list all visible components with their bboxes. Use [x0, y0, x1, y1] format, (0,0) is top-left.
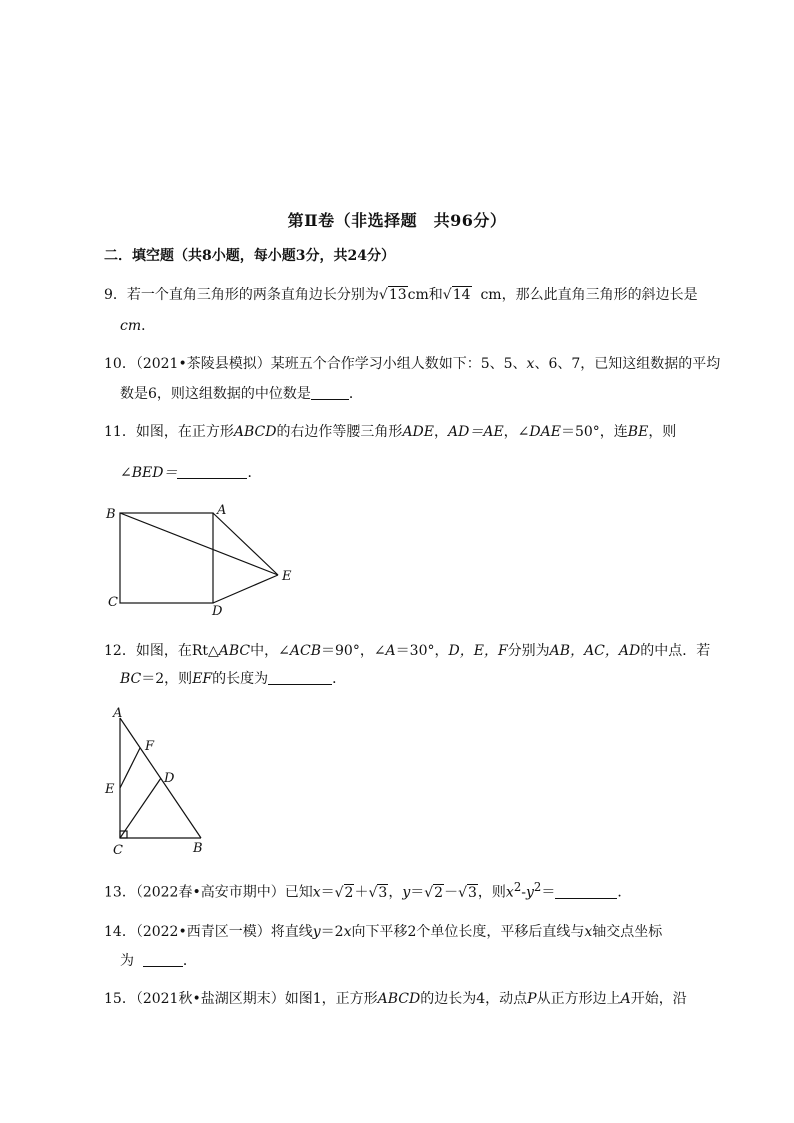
- question-text: 分别为: [507, 643, 550, 659]
- answer-blank: [311, 385, 349, 400]
- question-text: 某班五个合作学习小组人数如下：5、5、: [270, 356, 527, 372]
- question-text: 中，∠: [250, 643, 290, 659]
- var-p: P: [527, 991, 537, 1007]
- segment-be: [120, 513, 278, 575]
- section-title: 第Ⅱ卷（非选择题 共96分）: [287, 211, 507, 230]
- label-b: B: [106, 507, 116, 522]
- question-text: 将直线: [270, 924, 313, 940]
- sqrt-3: √3: [458, 884, 477, 901]
- var-a: A: [620, 991, 631, 1007]
- question-number: 9．: [104, 287, 127, 303]
- radicand: 2: [434, 884, 444, 901]
- question-10-line-2: [120, 383, 363, 403]
- label-b: B: [193, 841, 203, 856]
- question-12-line-2: [120, 668, 346, 688]
- label-a: A: [113, 706, 123, 721]
- equals-sign: ＝: [320, 884, 335, 901]
- question-text: 的中点．若: [640, 643, 711, 659]
- question-text: ．: [348, 386, 363, 402]
- question-text: cm，那么此直角三角形的斜边长是: [480, 287, 698, 303]
- var-x: x: [505, 884, 514, 901]
- question-text: ＝2，则: [141, 671, 193, 687]
- equation: AD＝AE: [448, 424, 504, 440]
- question-source: （2022春•高安市期中）: [135, 884, 285, 901]
- answer-blank: [698, 287, 700, 301]
- question-9-line-2: [120, 315, 155, 335]
- question-10-line-1: [104, 353, 720, 373]
- question-number: 13．: [104, 884, 136, 901]
- question-source: （2022•西青区一模）: [135, 924, 271, 940]
- label-d: D: [164, 771, 175, 786]
- figure-q11: [100, 500, 310, 620]
- answer-blank: [555, 884, 617, 899]
- question-text: 的长度为: [212, 671, 269, 687]
- var-a: A: [385, 643, 396, 659]
- var-abcd: ABCD: [377, 991, 421, 1007]
- question-number: 12．: [104, 643, 136, 659]
- exponent: 2: [513, 880, 522, 894]
- question-source: （2021秋•盐湖区期末）: [135, 991, 285, 1007]
- question-text: 已知: [284, 884, 313, 901]
- question-text: 、6、7，已知这组数据的平均: [534, 356, 721, 372]
- var-dae: DAE: [529, 424, 561, 440]
- square-abcd: [120, 513, 213, 603]
- exponent: 2: [533, 880, 542, 894]
- var-midpoints: AB，AC，AD: [549, 643, 641, 659]
- label-e: E: [282, 569, 292, 584]
- label-d: D: [212, 604, 223, 619]
- question-text: ．: [141, 318, 156, 334]
- var-x: x: [343, 924, 352, 940]
- question-text: ．: [332, 671, 347, 687]
- question-text: 的右边作等腰三角形: [276, 424, 403, 440]
- var-ade: ADE: [402, 424, 434, 440]
- question-text: ．: [247, 465, 262, 481]
- equals-sign: ＝: [410, 884, 425, 901]
- comma: ，: [388, 884, 403, 901]
- question-text: ．: [182, 953, 197, 969]
- radicand: 3: [468, 884, 477, 901]
- var-bc: BC: [120, 671, 142, 687]
- equals-sign: ＝: [541, 884, 556, 901]
- answer-blank: [143, 952, 183, 967]
- question-15-line-1: [104, 988, 687, 1008]
- var-x: x: [584, 924, 593, 940]
- question-text: 如图1，正方形: [284, 991, 378, 1007]
- sqrt-13: √13: [378, 287, 407, 303]
- segment-de: [213, 575, 278, 603]
- var-y: y: [312, 924, 321, 940]
- question-number: 10．: [104, 356, 136, 372]
- question-text: 如图，在正方形: [135, 424, 234, 440]
- sqrt-2: √2: [334, 884, 354, 901]
- question-text: 向下平移2个单位长度，平移后直线与: [351, 924, 585, 940]
- question-text: 从正方形边上: [536, 991, 621, 1007]
- question-11-line-2: [120, 462, 261, 482]
- var-abcd: ABCD: [233, 424, 277, 440]
- var-abc: ABC: [218, 643, 251, 659]
- plus-sign: ＋: [354, 884, 369, 901]
- radicand: 13: [388, 287, 407, 303]
- question-text: ∠BED＝: [120, 465, 178, 481]
- label-a: A: [217, 503, 227, 518]
- question-text: 如图，在Rt△: [135, 643, 219, 659]
- question-14-line-2: [120, 950, 197, 970]
- var-x: x: [312, 884, 321, 901]
- var-y: y: [402, 884, 411, 901]
- segment-ae: [213, 513, 278, 575]
- var-acb: ACB: [289, 643, 321, 659]
- question-text: cm和: [407, 287, 443, 303]
- question-text: ．: [617, 884, 632, 901]
- question-text: 为: [120, 953, 134, 969]
- question-number: 11．: [104, 424, 136, 440]
- question-9-line-1: [104, 284, 700, 304]
- unit-cm: cm: [120, 318, 142, 334]
- question-11-line-1: [104, 421, 676, 441]
- minus-sign: -: [521, 884, 526, 901]
- radicand: 14: [452, 287, 471, 303]
- question-13-line-1: [104, 880, 631, 902]
- radicand: 3: [378, 884, 388, 901]
- sqrt-3: √3: [368, 884, 388, 901]
- var-def: D，E，F: [448, 643, 508, 659]
- question-text: 的边长为4，动点: [420, 991, 528, 1007]
- segment-ef: [120, 748, 140, 788]
- question-text: ，: [434, 424, 448, 440]
- question-text: ，则: [648, 424, 677, 440]
- question-12-line-1: [104, 640, 710, 660]
- figure-q12: [100, 702, 220, 860]
- equation: ＝2: [320, 924, 344, 940]
- answer-blank: [268, 670, 332, 685]
- label-f: F: [145, 739, 155, 754]
- label-c: C: [113, 843, 123, 858]
- question-source: （2021•茶陵县模拟）: [135, 356, 271, 372]
- part-heading: 二．填空题（共8小题，每小题3分，共24分）: [104, 248, 395, 264]
- question-text: 若一个直角三角形的两条直角边长分别为: [126, 287, 379, 303]
- question-number: 14．: [104, 924, 136, 940]
- sqrt-2: √2: [424, 884, 444, 901]
- question-text: ＝50°，连: [560, 424, 628, 440]
- question-text: 数是6，则这组数据的中位数是: [120, 386, 311, 402]
- question-text: 轴交点坐标: [592, 924, 663, 940]
- label-c: C: [108, 595, 118, 610]
- question-number: 15．: [104, 991, 136, 1007]
- var-x: x: [526, 356, 535, 372]
- answer-blank: [177, 464, 247, 479]
- question-14-line-1: [104, 921, 662, 941]
- question-text: 开始，沿: [630, 991, 687, 1007]
- var-be: BE: [627, 424, 649, 440]
- segment-cd: [120, 778, 161, 838]
- radicand: 2: [344, 884, 354, 901]
- var-y: y: [525, 884, 534, 901]
- sqrt-14: √14: [442, 287, 471, 303]
- var-ef: EF: [192, 671, 213, 687]
- question-text: ，∠: [503, 424, 530, 440]
- label-e: E: [105, 782, 115, 797]
- question-text: ，则: [477, 884, 506, 901]
- question-text: ＝90°，∠: [321, 643, 386, 659]
- minus-sign: －: [444, 884, 459, 901]
- question-text: ＝30°，: [395, 643, 449, 659]
